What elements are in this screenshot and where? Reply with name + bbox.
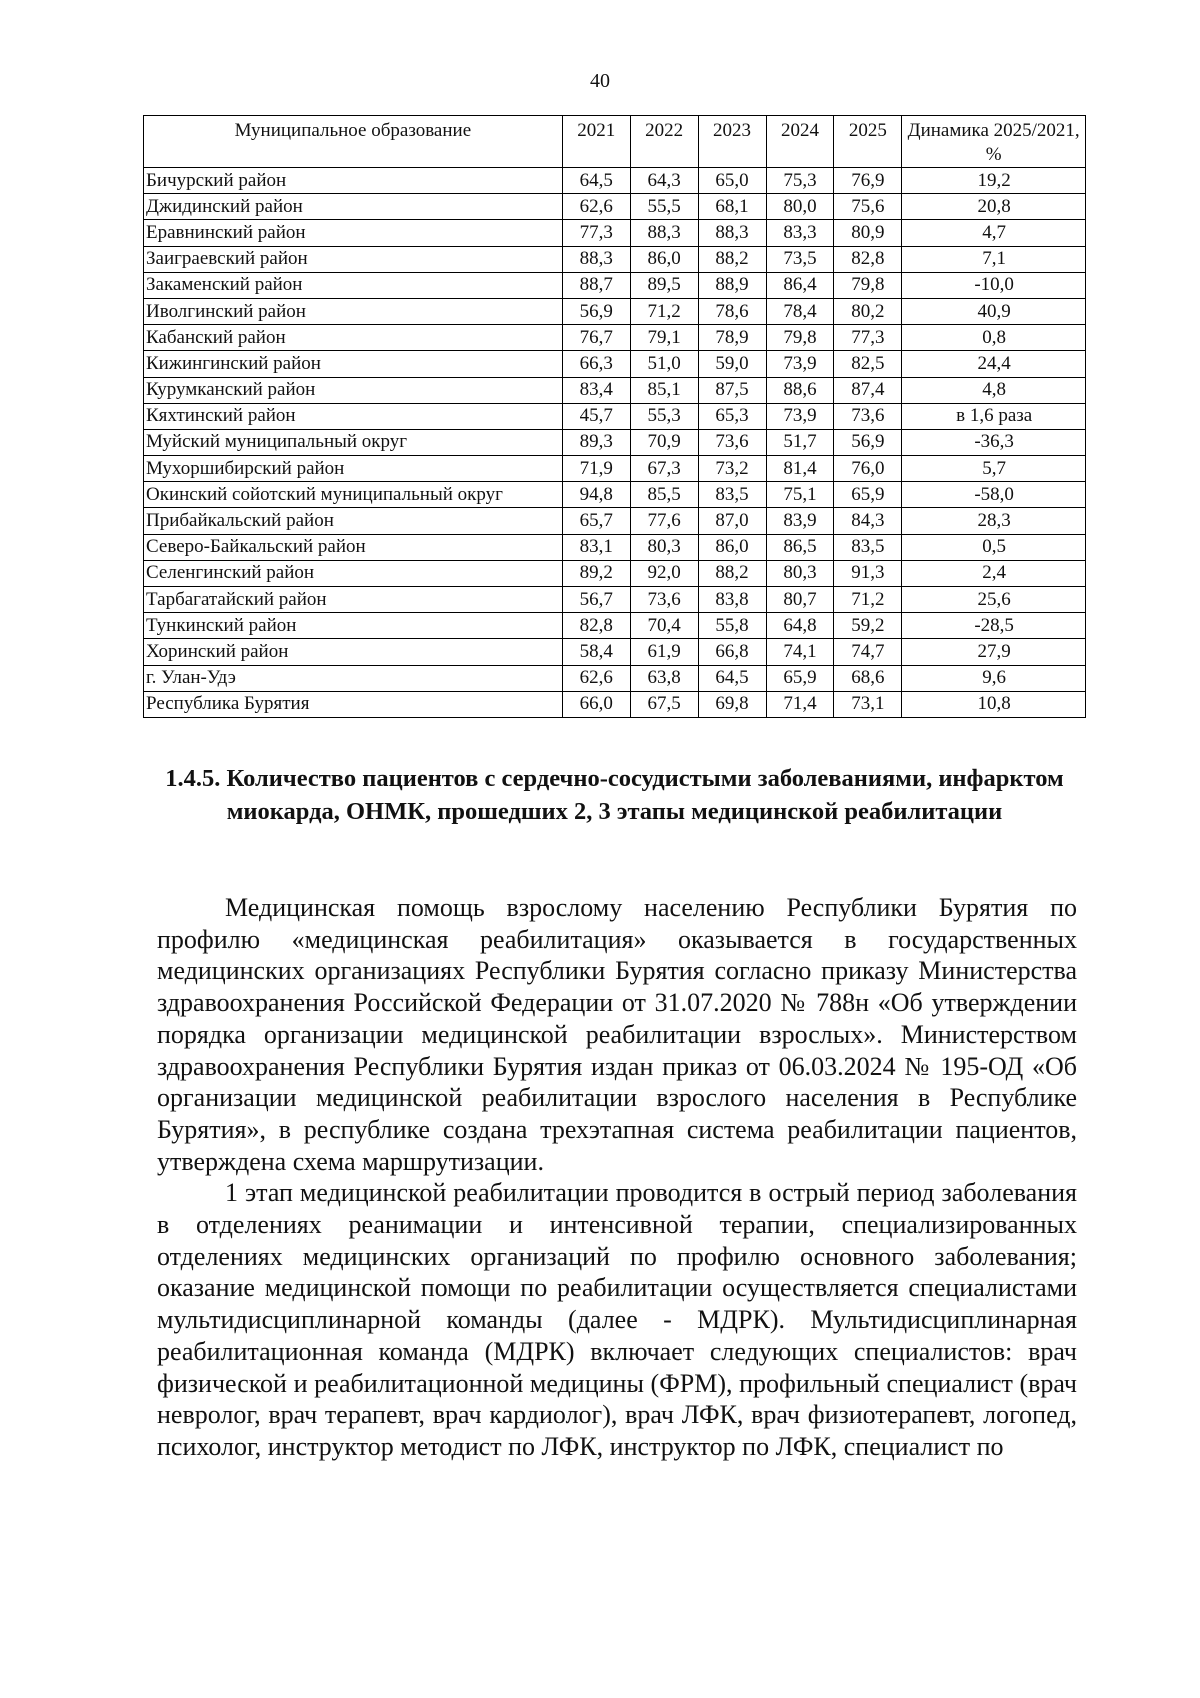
- municipality-cell: Окинский сойотский муниципальный округ: [144, 482, 563, 508]
- dynamics-cell: 4,8: [902, 377, 1086, 403]
- table-row: [144, 534, 1086, 560]
- dynamics-cell: 9,6: [902, 665, 1086, 691]
- dynamics-cell: 27,9: [902, 639, 1086, 665]
- value-cell: 80,3: [630, 534, 698, 560]
- table-row: [144, 613, 1086, 639]
- table-body: [144, 168, 1086, 718]
- value-cell: 80,0: [766, 194, 834, 220]
- value-cell: 85,1: [630, 377, 698, 403]
- value-cell: 73,6: [698, 429, 766, 455]
- value-cell: 86,4: [766, 272, 834, 298]
- value-cell: 88,2: [698, 560, 766, 586]
- municipality-cell: Джидинский район: [144, 194, 563, 220]
- value-cell: 75,6: [834, 194, 902, 220]
- table-row: [144, 246, 1086, 272]
- value-cell: 71,9: [562, 456, 630, 482]
- value-cell: 74,7: [834, 639, 902, 665]
- value-cell: 73,6: [834, 403, 902, 429]
- value-cell: 55,3: [630, 403, 698, 429]
- municipality-cell: Кяхтинский район: [144, 403, 563, 429]
- value-cell: 87,4: [834, 377, 902, 403]
- value-cell: 84,3: [834, 508, 902, 534]
- value-cell: 86,5: [766, 534, 834, 560]
- value-cell: 67,5: [630, 691, 698, 717]
- body-text: [157, 892, 1077, 1463]
- municipality-cell: Мухоршибирский район: [144, 456, 563, 482]
- value-cell: 83,5: [834, 534, 902, 560]
- value-cell: 75,3: [766, 168, 834, 194]
- dynamics-cell: 0,5: [902, 534, 1086, 560]
- paragraph: 1 этап медицинской реабилитации проводится в острый период заболевания в отделениях реанимации и интенсивной терапии, специализированных отделениях медицинских организаций по профилю основного заболевания; оказание медицинской помощи по реабилитации осуществляется специалистами мультидисциплинарной команды (далее - МДРК). Мультидисциплинарная реабилитационная команда (МДРК) включает следующих специалистов: врач физической и реабилитационной медицины (ФРМ), профильный специалист (врач невролог, врач терапевт, врач кардиолог), врач ЛФК, врач физиотерапевт, логопед, психолог, инструктор методист по ЛФК, инструктор по ЛФК, специалист по: [157, 1178, 1077, 1461]
- dynamics-cell: -10,0: [902, 272, 1086, 298]
- value-cell: 74,1: [766, 639, 834, 665]
- value-cell: 88,3: [562, 246, 630, 272]
- value-cell: 73,9: [766, 403, 834, 429]
- dynamics-cell: 24,4: [902, 351, 1086, 377]
- value-cell: 82,8: [562, 613, 630, 639]
- table-row: [144, 298, 1086, 324]
- table-row: [144, 429, 1086, 455]
- table-row: [144, 272, 1086, 298]
- value-cell: 63,8: [630, 665, 698, 691]
- value-cell: 64,5: [562, 168, 630, 194]
- column-header: 2022: [630, 116, 698, 168]
- municipality-cell: Прибайкальский район: [144, 508, 563, 534]
- value-cell: 78,9: [698, 325, 766, 351]
- municipality-cell: Тарбагатайский район: [144, 587, 563, 613]
- table-row: [144, 377, 1086, 403]
- column-header: 2023: [698, 116, 766, 168]
- value-cell: 83,4: [562, 377, 630, 403]
- table-row: [144, 325, 1086, 351]
- value-cell: 73,1: [834, 691, 902, 717]
- value-cell: 78,6: [698, 298, 766, 324]
- dynamics-cell: -28,5: [902, 613, 1086, 639]
- value-cell: 80,9: [834, 220, 902, 246]
- dynamics-cell: в 1,6 раза: [902, 403, 1086, 429]
- value-cell: 73,9: [766, 351, 834, 377]
- municipality-cell: Муйский муниципальный округ: [144, 429, 563, 455]
- table-row: [144, 351, 1086, 377]
- dynamics-cell: 28,3: [902, 508, 1086, 534]
- page-number: 40: [590, 70, 610, 92]
- municipality-cell: Северо-Байкальский район: [144, 534, 563, 560]
- value-cell: 62,6: [562, 194, 630, 220]
- municipality-cell: Бичурский район: [144, 168, 563, 194]
- municipality-cell: Закаменский район: [144, 272, 563, 298]
- value-cell: 64,3: [630, 168, 698, 194]
- data-table: [143, 115, 1086, 718]
- paragraph: Медицинская помощь взрослому населению Республики Бурятия по профилю «медицинская реабилитация» оказывается в государственных медицинских организациях Республики Бурятия согласно приказу Министерства здравоохранения Российской Федерации от 31.07.2020 № 788н «Об утверждении порядка организации медицинской реабилитации взрослых». Министерством здравоохранения Республики Бурятия издан приказ от 06.03.2024 № 195-ОД «Об организации медицинской реабилитации взрослого населения в Республике Бурятия», в республике создана трехэтапная система реабилитации пациентов, утверждена схема маршрутизации.: [157, 893, 1077, 1176]
- value-cell: 65,9: [834, 482, 902, 508]
- table-row: [144, 482, 1086, 508]
- municipality-cell: Иволгинский район: [144, 298, 563, 324]
- dynamics-cell: 20,8: [902, 194, 1086, 220]
- value-cell: 80,3: [766, 560, 834, 586]
- municipality-cell: Тункинский район: [144, 613, 563, 639]
- dynamics-cell: 4,7: [902, 220, 1086, 246]
- value-cell: 62,6: [562, 665, 630, 691]
- dynamics-cell: 25,6: [902, 587, 1086, 613]
- value-cell: 61,9: [630, 639, 698, 665]
- value-cell: 66,0: [562, 691, 630, 717]
- table-header-row: [144, 116, 1086, 168]
- value-cell: 89,2: [562, 560, 630, 586]
- table-row: [144, 508, 1086, 534]
- municipality-cell: Еравнинский район: [144, 220, 563, 246]
- value-cell: 88,7: [562, 272, 630, 298]
- value-cell: 89,3: [562, 429, 630, 455]
- table-row: [144, 639, 1086, 665]
- value-cell: 88,9: [698, 272, 766, 298]
- municipality-cell: Республика Бурятия: [144, 691, 563, 717]
- value-cell: 82,8: [834, 246, 902, 272]
- value-cell: 66,3: [562, 351, 630, 377]
- municipality-cell: Селенгинский район: [144, 560, 563, 586]
- column-header: Муниципальное образование: [144, 116, 563, 168]
- municipality-cell: Кабанский район: [144, 325, 563, 351]
- value-cell: 85,5: [630, 482, 698, 508]
- value-cell: 83,5: [698, 482, 766, 508]
- value-cell: 92,0: [630, 560, 698, 586]
- value-cell: 65,9: [766, 665, 834, 691]
- dynamics-cell: 19,2: [902, 168, 1086, 194]
- value-cell: 83,1: [562, 534, 630, 560]
- section-heading: 1.4.5. Количество пациентов с сердечно-сосудистыми заболеваниями, инфарктом миокарда, ОНМК, прошедших 2, 3 этапы медицинской реабилитации: [165, 765, 1064, 825]
- value-cell: 89,5: [630, 272, 698, 298]
- column-header: Динамика 2025/2021, %: [902, 116, 1086, 168]
- value-cell: 79,1: [630, 325, 698, 351]
- value-cell: 91,3: [834, 560, 902, 586]
- dynamics-cell: 7,1: [902, 246, 1086, 272]
- value-cell: 87,5: [698, 377, 766, 403]
- value-cell: 76,7: [562, 325, 630, 351]
- value-cell: 77,6: [630, 508, 698, 534]
- value-cell: 73,6: [630, 587, 698, 613]
- table-row: [144, 194, 1086, 220]
- value-cell: 55,5: [630, 194, 698, 220]
- municipality-cell: г. Улан-Удэ: [144, 665, 563, 691]
- dynamics-cell: 2,4: [902, 560, 1086, 586]
- value-cell: 83,8: [698, 587, 766, 613]
- dynamics-cell: 40,9: [902, 298, 1086, 324]
- municipality-cell: Кижингинский район: [144, 351, 563, 377]
- dynamics-cell: -36,3: [902, 429, 1086, 455]
- value-cell: 70,4: [630, 613, 698, 639]
- value-cell: 51,0: [630, 351, 698, 377]
- value-cell: 67,3: [630, 456, 698, 482]
- value-cell: 65,0: [698, 168, 766, 194]
- dynamics-cell: 0,8: [902, 325, 1086, 351]
- value-cell: 59,0: [698, 351, 766, 377]
- value-cell: 71,4: [766, 691, 834, 717]
- table-row: [144, 220, 1086, 246]
- value-cell: 80,7: [766, 587, 834, 613]
- value-cell: 65,3: [698, 403, 766, 429]
- value-cell: 94,8: [562, 482, 630, 508]
- value-cell: 79,8: [766, 325, 834, 351]
- column-header: 2021: [562, 116, 630, 168]
- table-row: [144, 560, 1086, 586]
- value-cell: 75,1: [766, 482, 834, 508]
- table-row: [144, 403, 1086, 429]
- column-header: 2024: [766, 116, 834, 168]
- value-cell: 68,6: [834, 665, 902, 691]
- value-cell: 73,5: [766, 246, 834, 272]
- value-cell: 88,6: [766, 377, 834, 403]
- value-cell: 56,9: [834, 429, 902, 455]
- value-cell: 56,7: [562, 587, 630, 613]
- value-cell: 78,4: [766, 298, 834, 324]
- value-cell: 88,2: [698, 246, 766, 272]
- value-cell: 69,8: [698, 691, 766, 717]
- value-cell: 79,8: [834, 272, 902, 298]
- value-cell: 82,5: [834, 351, 902, 377]
- dynamics-cell: 5,7: [902, 456, 1086, 482]
- value-cell: 70,9: [630, 429, 698, 455]
- value-cell: 51,7: [766, 429, 834, 455]
- table-row: [144, 665, 1086, 691]
- value-cell: 77,3: [834, 325, 902, 351]
- table-row: [144, 168, 1086, 194]
- value-cell: 64,5: [698, 665, 766, 691]
- value-cell: 80,2: [834, 298, 902, 324]
- value-cell: 73,2: [698, 456, 766, 482]
- column-header: 2025: [834, 116, 902, 168]
- value-cell: 77,3: [562, 220, 630, 246]
- value-cell: 86,0: [630, 246, 698, 272]
- value-cell: 76,9: [834, 168, 902, 194]
- dynamics-cell: -58,0: [902, 482, 1086, 508]
- value-cell: 68,1: [698, 194, 766, 220]
- municipality-cell: Заиграевский район: [144, 246, 563, 272]
- value-cell: 65,7: [562, 508, 630, 534]
- value-cell: 83,9: [766, 508, 834, 534]
- value-cell: 58,4: [562, 639, 630, 665]
- value-cell: 86,0: [698, 534, 766, 560]
- value-cell: 55,8: [698, 613, 766, 639]
- value-cell: 88,3: [630, 220, 698, 246]
- value-cell: 66,8: [698, 639, 766, 665]
- table-row: [144, 587, 1086, 613]
- value-cell: 81,4: [766, 456, 834, 482]
- value-cell: 83,3: [766, 220, 834, 246]
- value-cell: 87,0: [698, 508, 766, 534]
- value-cell: 71,2: [834, 587, 902, 613]
- value-cell: 56,9: [562, 298, 630, 324]
- value-cell: 59,2: [834, 613, 902, 639]
- municipality-cell: Курумканский район: [144, 377, 563, 403]
- table-row: [144, 691, 1086, 717]
- value-cell: 76,0: [834, 456, 902, 482]
- value-cell: 45,7: [562, 403, 630, 429]
- value-cell: 64,8: [766, 613, 834, 639]
- table-row: [144, 456, 1086, 482]
- value-cell: 88,3: [698, 220, 766, 246]
- value-cell: 71,2: [630, 298, 698, 324]
- dynamics-cell: 10,8: [902, 691, 1086, 717]
- municipality-cell: Хоринский район: [144, 639, 563, 665]
